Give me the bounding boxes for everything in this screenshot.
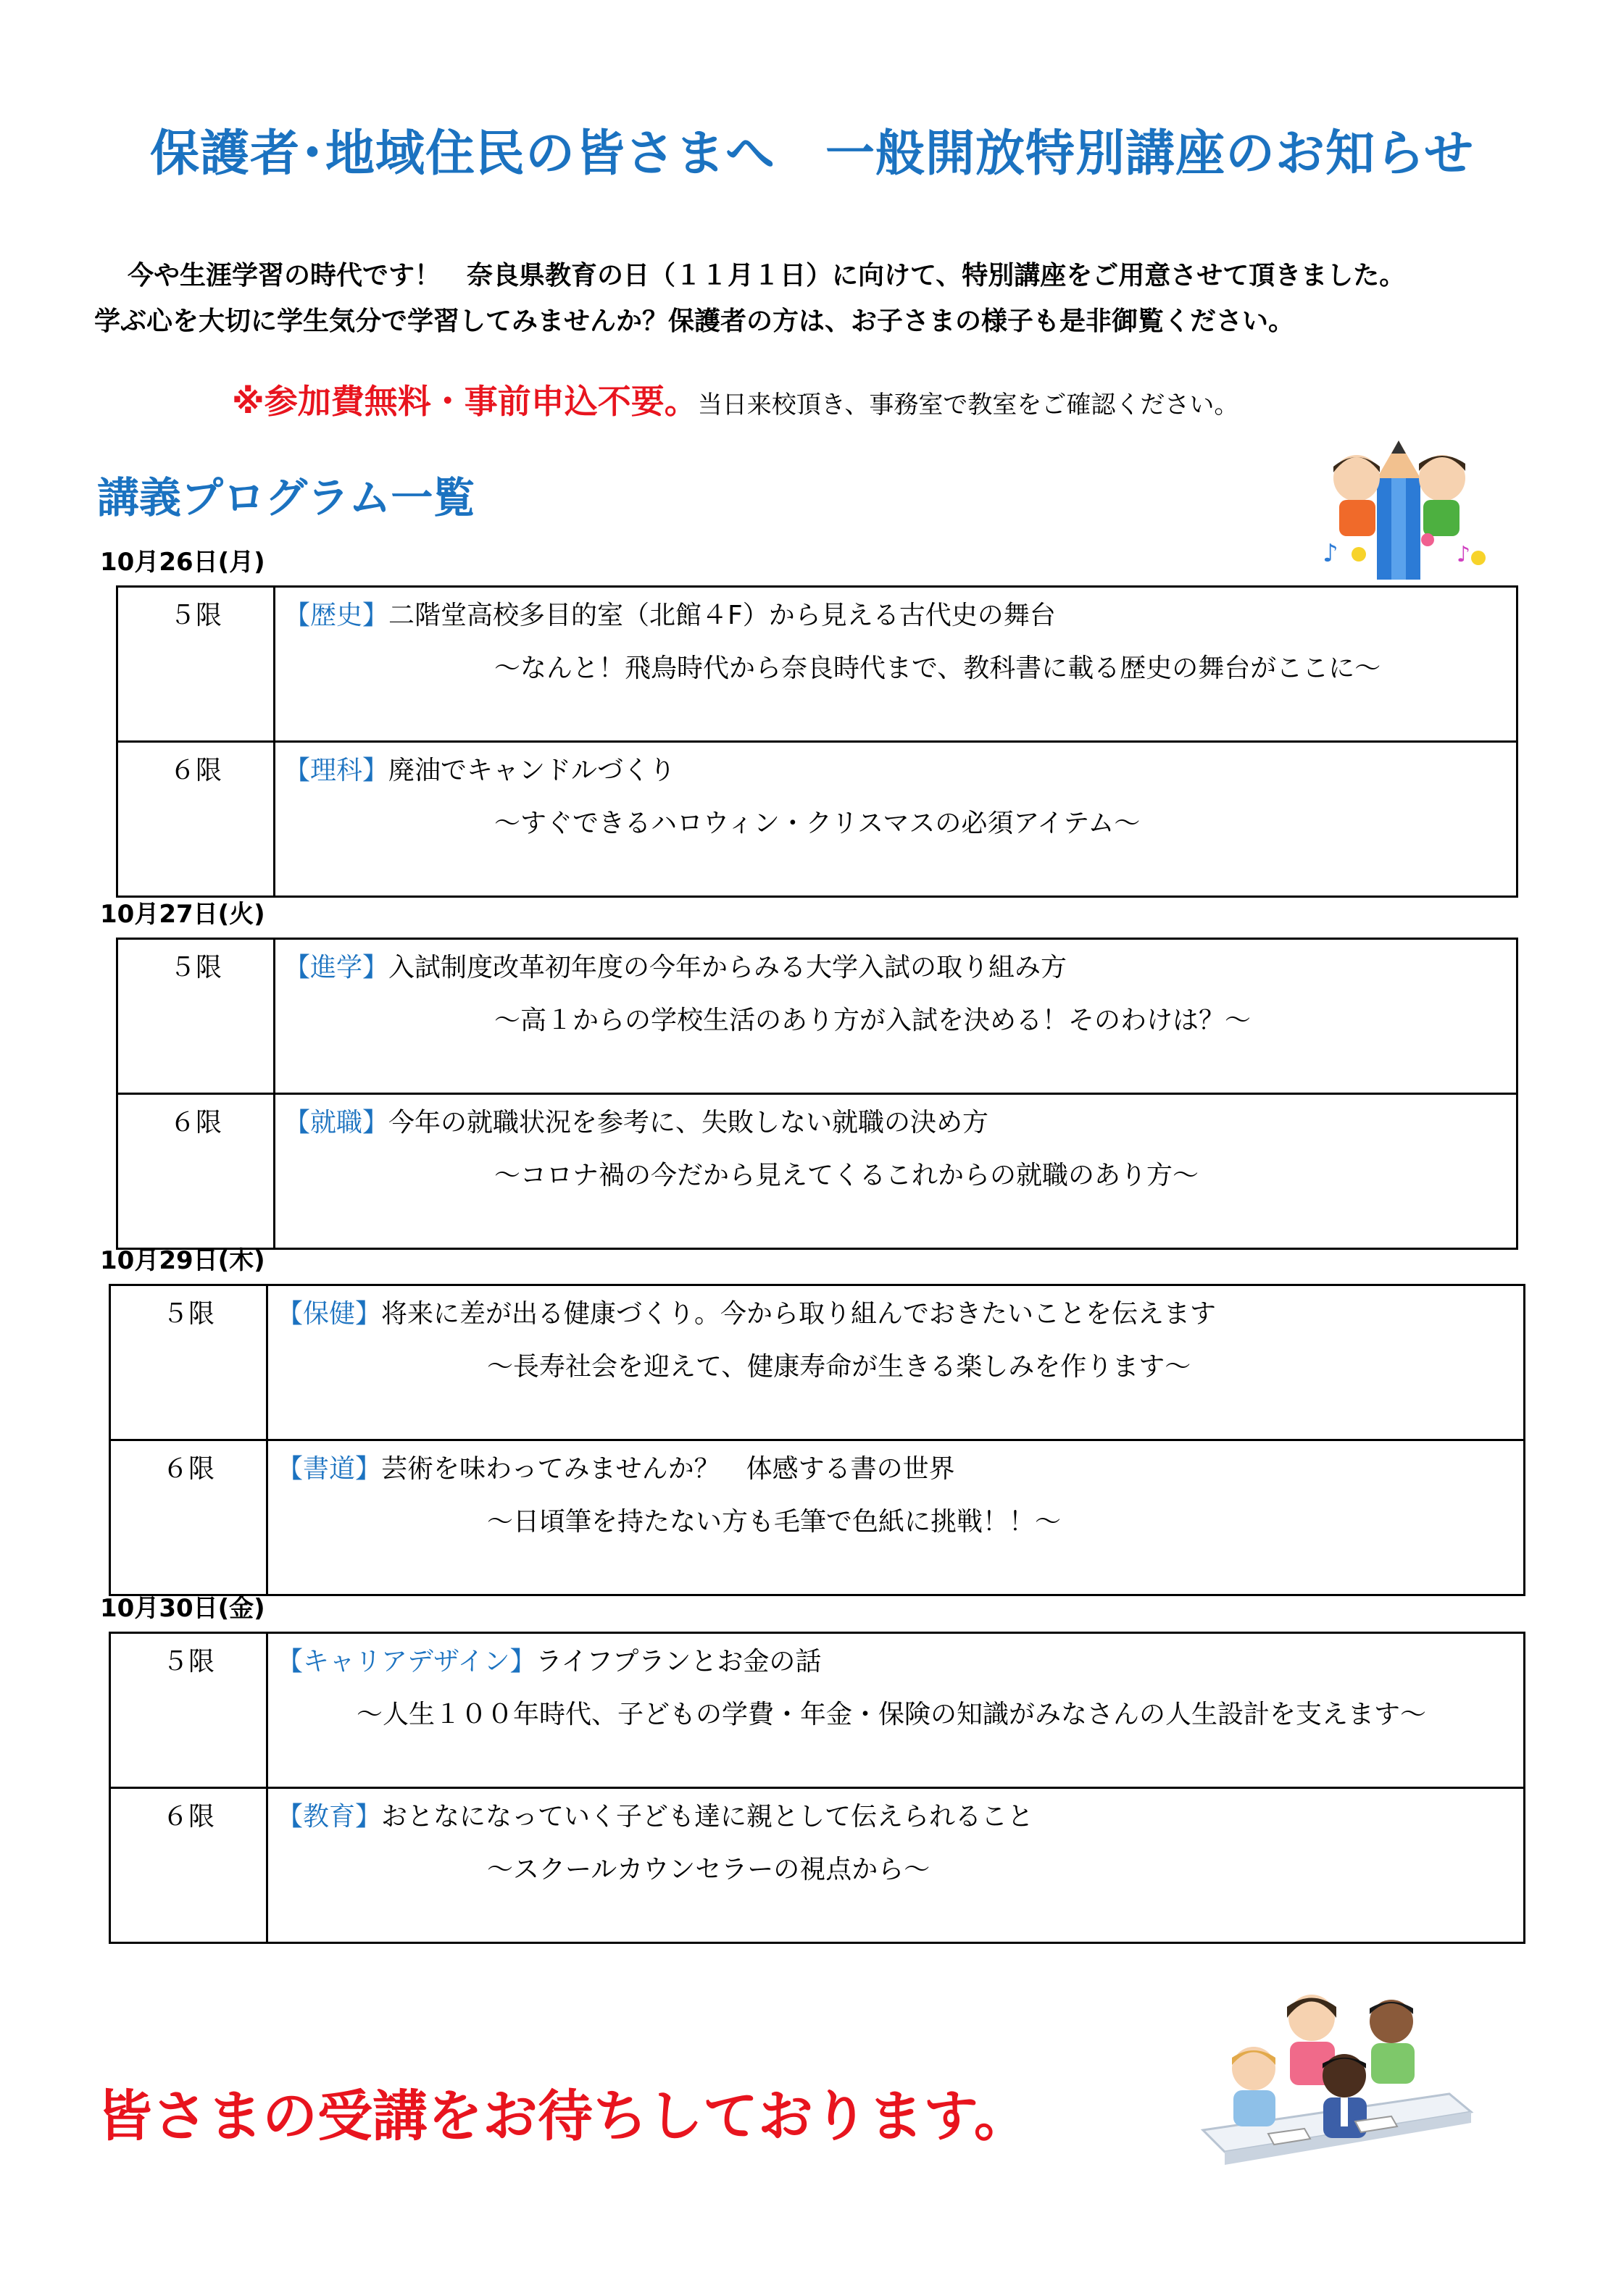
intro-line-1: 今や生涯学習の時代です！ 奈良県教育の日（１１月１日）に向けて、特別講座をご用意させて頂きました。 xyxy=(128,261,1406,291)
category-label: 【教育】 xyxy=(277,1802,382,1832)
period-cell: ５限 xyxy=(110,1633,267,1788)
notice xyxy=(232,375,1238,423)
table-row xyxy=(117,742,1517,897)
date-label: 10月29日(木) xyxy=(100,1246,265,1275)
table-row xyxy=(117,587,1517,742)
session-subtitle: ～スクールカウンセラーの視点から～ xyxy=(487,1855,930,1884)
session-cell xyxy=(275,1094,1517,1249)
session-cell xyxy=(275,939,1517,1094)
session-title: 廃油でキャンドルづくり xyxy=(388,756,676,785)
table-row xyxy=(117,1094,1517,1249)
session-title: 今年の就職状況を参考に、失敗しない就職の決め方 xyxy=(388,1108,989,1137)
session-cell xyxy=(267,1788,1525,1943)
table-row xyxy=(110,1440,1525,1595)
period-cell: ５限 xyxy=(117,587,275,742)
session-title: 入試制度改革初年度の今年からみる大学入試の取り組み方 xyxy=(388,953,1067,982)
schedule-table xyxy=(109,1284,1525,1596)
date-label: 10月27日(火) xyxy=(100,900,265,929)
session-subtitle: ～コロナ禍の今だから見えてくるこれからの就職のあり方～ xyxy=(494,1161,1199,1190)
period-cell: ５限 xyxy=(110,1285,267,1440)
session-subtitle: ～すぐできるハロウィン・クリスマスの必須アイテム～ xyxy=(494,809,1141,838)
schedule-table xyxy=(116,938,1518,1250)
svg-text:♪: ♪ xyxy=(1457,542,1471,567)
closing-message: 皆さまの受講をお待ちしております。 xyxy=(97,2084,1029,2148)
intro-line-2: 学ぶ心を大切に学生気分で学習してみませんか？保護者の方は、お子さまの様子も是非御覧ください。 xyxy=(94,306,1295,336)
period-cell: ６限 xyxy=(117,1094,275,1249)
table-row xyxy=(110,1633,1525,1788)
category-label: 【理科】 xyxy=(284,756,389,785)
session-title: ライフプランとお金の話 xyxy=(536,1647,822,1677)
page-title: 保護者･地域住民の皆さまへ 一般開放特別講座のお知らせ xyxy=(150,125,1474,183)
session-title: 二階堂高校多目的室（北館４F）から見える古代史の舞台 xyxy=(388,601,1056,630)
session-subtitle: ～日頃筆を持たない方も毛筆で色紙に挑戦！！～ xyxy=(487,1507,1062,1537)
svg-text:♪: ♪ xyxy=(1323,539,1338,568)
section-title: 講義プログラム一覧 xyxy=(97,473,475,522)
session-title: おとなになっていく子ども達に親として伝えられること xyxy=(381,1802,1034,1832)
category-label: 【歴史】 xyxy=(284,601,389,630)
period-cell: ５限 xyxy=(117,939,275,1094)
session-cell xyxy=(267,1440,1525,1595)
session-subtitle: ～長寿社会を迎えて、健康寿命が生きる楽しみを作ります～ xyxy=(487,1352,1191,1382)
period-cell: ６限 xyxy=(110,1788,267,1943)
period-cell: ６限 xyxy=(117,742,275,897)
session-cell xyxy=(267,1285,1525,1440)
session-cell xyxy=(275,587,1517,742)
schedule-table xyxy=(109,1632,1525,1944)
notice-rest: 当日来校頂き、事務室で教室をご確認ください。 xyxy=(697,391,1239,419)
table-row xyxy=(117,939,1517,1094)
date-label: 10月30日(金) xyxy=(100,1594,265,1623)
category-label: 【書道】 xyxy=(277,1454,382,1484)
session-cell xyxy=(267,1633,1525,1788)
table-row xyxy=(110,1788,1525,1943)
category-label: 【就職】 xyxy=(284,1108,389,1137)
kids-pencil-illustration xyxy=(1290,435,1507,594)
category-label: 【進学】 xyxy=(284,953,389,982)
schedule-table xyxy=(116,585,1518,898)
category-label: 【キャリアデザイン】 xyxy=(277,1647,536,1677)
period-cell: ６限 xyxy=(110,1440,267,1595)
session-cell xyxy=(275,742,1517,897)
table-row xyxy=(110,1285,1525,1440)
session-subtitle: ～なんと！飛鳥時代から奈良時代まで、教科書に載る歴史の舞台がここに～ xyxy=(494,654,1381,683)
notice-highlight: ※参加費無料・事前申込不要。 xyxy=(232,382,698,421)
date-label: 10月26日(月) xyxy=(100,548,265,577)
category-label: 【保健】 xyxy=(277,1299,382,1329)
session-subtitle: ～人生１００年時代、子どもの学費・年金・保険の知識がみなさんの人生設計を支えます～ xyxy=(357,1700,1427,1729)
session-title: 芸術を味わってみませんか？ 体感する書の世界 xyxy=(381,1454,955,1484)
students-desk-illustration xyxy=(1188,1985,1478,2181)
session-title: 将来に差が出る健康づくり。今から取り組んでおきたいことを伝えます xyxy=(381,1299,1217,1329)
session-subtitle: ～高１からの学校生活のあり方が入試を決める！そのわけは？～ xyxy=(494,1006,1252,1035)
